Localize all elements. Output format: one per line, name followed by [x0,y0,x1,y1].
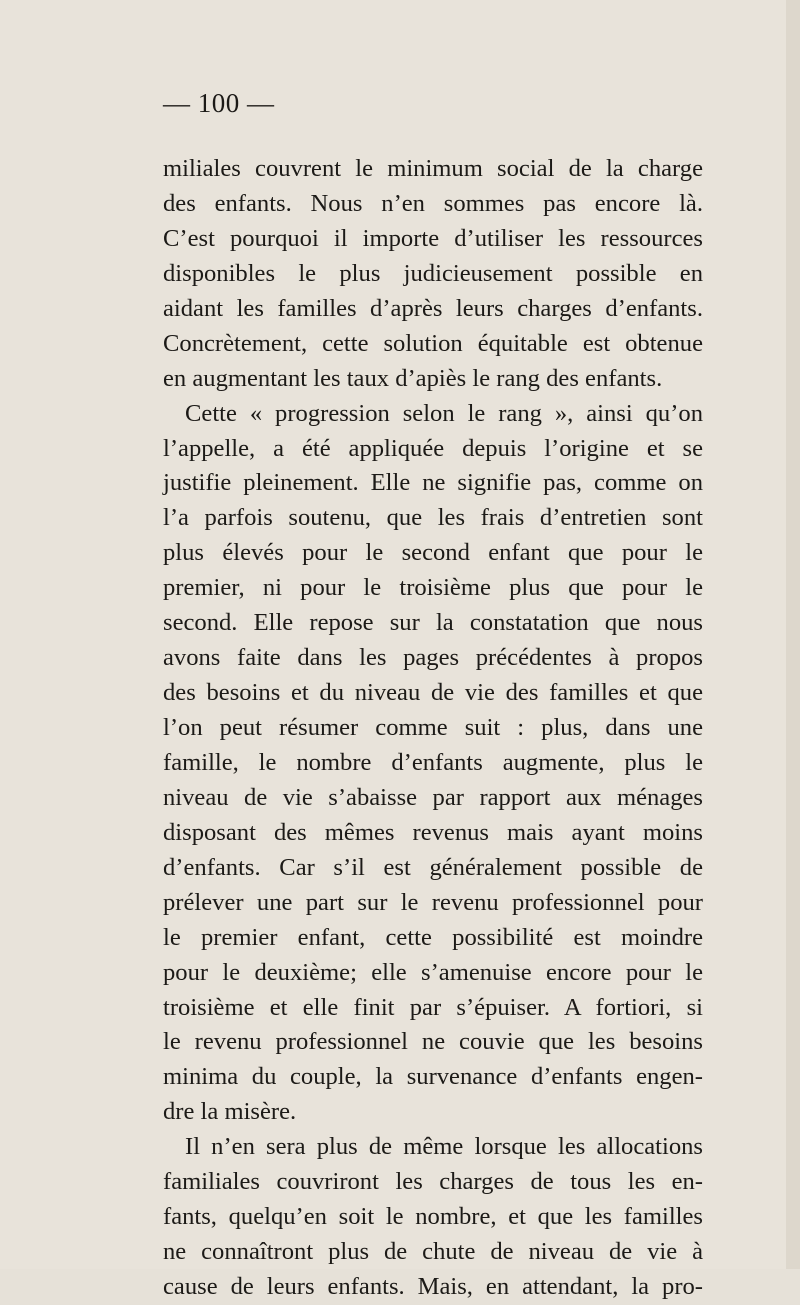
text-line: C’est pourquoi il importe d’utiliser les ressources [163,224,703,252]
text-line: dre la misère. [163,1098,297,1126]
page-edge [786,0,800,1269]
text-line: pour le deuxième; elle s’amenuise encore pour le [163,958,703,986]
text-line: des besoins et du niveau de vie des familles et que [163,679,703,707]
text-line: l’on peut résumer comme suit : plus, dans une [163,714,703,741]
text-line: le premier enfant, cette possibilité est moindre [163,923,703,951]
text-line: Il n’en sera plus de même lorsque les allocations [185,1133,703,1161]
text-line: le revenu professionnel ne couvie que les besoins [163,1028,703,1056]
page-number: — 100 — [163,88,275,118]
text-line: aidant les familles d’après leurs charges d’enfants. [163,294,703,322]
text-line: des enfants. Nous n’en sommes pas encore là. [163,189,703,217]
text-line: premier, ni pour le troisième plus que pour le [163,574,703,602]
text-line: troisième et elle finit par s’épuiser. A fortiori, si [163,993,703,1021]
text-line: justifie pleinement. Elle ne signifie pas, comme on [163,469,703,497]
text-line: d’enfants. Car s’il est généralement possible de [163,853,703,881]
body-text [163,152,703,1305]
text-line: en augmentant les taux d’apiès le rang des enfants. [163,364,663,392]
text-line: minima du couple, la survenance d’enfants engen- [163,1063,703,1091]
text-line: plus élevés pour le second enfant que pour le [163,539,703,567]
text-line: avons faite dans les pages précédentes à propos [163,644,703,672]
text-line: cause de leurs enfants. Mais, en attendant, la pro- [163,1273,703,1300]
text-line: niveau de vie s’abaisse par rapport aux ménages [163,783,703,811]
text-line: second. Elle repose sur la constatation que nous [163,609,703,637]
text-line: Concrètement, cette solution équitable est obtenue [163,329,703,357]
text-line: famille, le nombre d’enfants augmente, plus le [163,748,703,776]
text-line: disposant des mêmes revenus mais ayant moins [163,818,703,846]
text-line: Cette « progression selon le rang », ainsi qu’on [185,399,703,427]
text-line: familiales couvriront les charges de tous les en- [163,1168,703,1196]
text-line: l’a parfois soutenu, que les frais d’entretien sont [163,504,703,532]
text-line: disponibles le plus judicieusement possible en [163,259,703,287]
text-line: l’appelle, a été appliquée depuis l’origine et se [163,434,703,462]
text-line: ne connaîtront plus de chute de niveau de vie à [163,1238,703,1266]
text-line: fants, quelqu’en soit le nombre, et que les familles [163,1203,703,1231]
text-line: prélever une part sur le revenu professionnel pour [163,888,703,916]
text-line: miliales couvrent le minimum social de la charge [163,155,703,182]
